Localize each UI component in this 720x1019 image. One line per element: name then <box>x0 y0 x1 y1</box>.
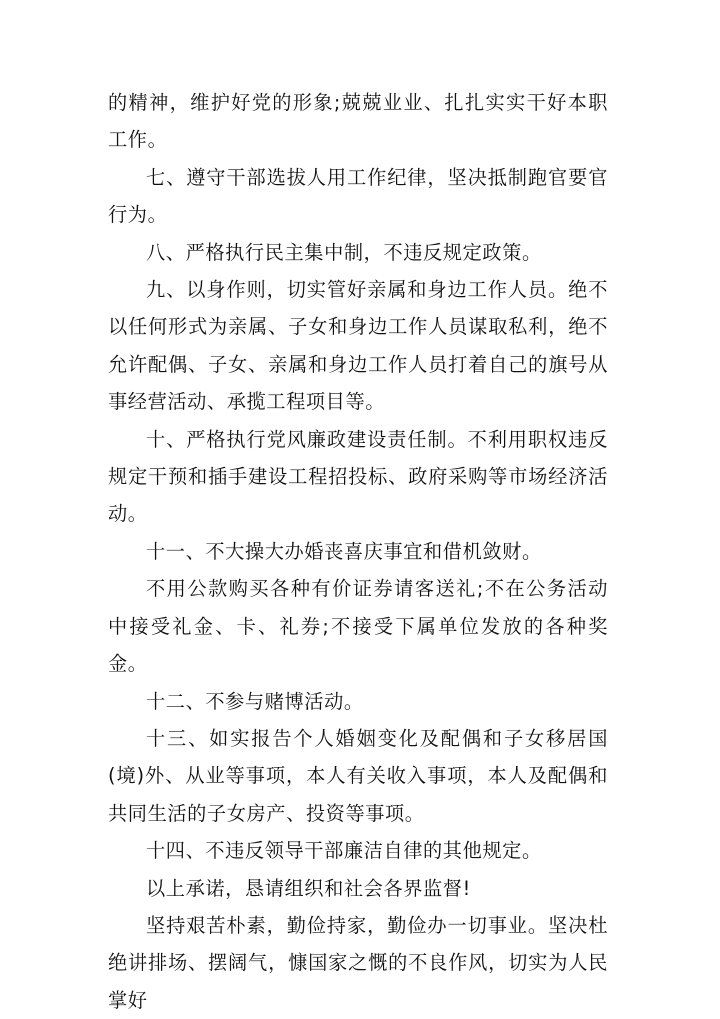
paragraph-closing: 以上承诺，恳请组织和社会各界监督! <box>146 876 471 900</box>
paragraph-item-14: 十四、不违反领导干部廉洁自律的其他规定。 <box>146 839 542 863</box>
paragraph-continuation: 的精神，维护好党的形象;兢兢业业、扎扎实实干好本职工作。 <box>108 91 608 152</box>
paragraph-item-11: 十一、不大操大办婚丧喜庆事宜和借机敛财。 <box>146 539 542 563</box>
paragraph-item-10: 十、严格执行党风廉政建设责任制。不利用职权违反规定干预和插手建设工程招投标、政府采购等市场经济活动。 <box>108 427 608 526</box>
paragraph-item-9: 九、以身作则，切实管好亲属和身边工作人员。绝不以任何形式为亲属、子女和身边工作人员谋取私利，绝不允许配偶、子女、亲属和身边工作人员打着自己的旗号从事经营活动、承揽工程项目等。 <box>108 278 608 414</box>
paragraph-item-12: 十二、不参与赌博活动。 <box>146 689 364 713</box>
paragraph-continues: 坚持艰苦朴素，勤俭持家，勤俭办一切事业。坚决杜绝讲排场、摆阔气，慷国家之慨的不良作风，切实为人民掌好 <box>108 913 608 1012</box>
paragraph-item-7: 七、遵守干部选拔人用工作纪律，坚决抵制跑官要官行为。 <box>108 165 608 227</box>
document-page <box>108 84 608 1019</box>
paragraph-item-8: 八、严格执行民主集中制，不违反规定政策。 <box>146 240 542 264</box>
paragraph-item-11-detail: 不用公款购买各种有价证券请客送礼;不在公务活动中接受礼金、卡、礼券;不接受下属单位发放的各种奖金。 <box>108 577 608 676</box>
paragraph-item-13: 十三、如实报告个人婚姻变化及配偶和子女移居国(境)外、从业等事项，本人有关收入事项，本人及配偶和共同生活的子女房产、投资等事项。 <box>108 726 608 825</box>
